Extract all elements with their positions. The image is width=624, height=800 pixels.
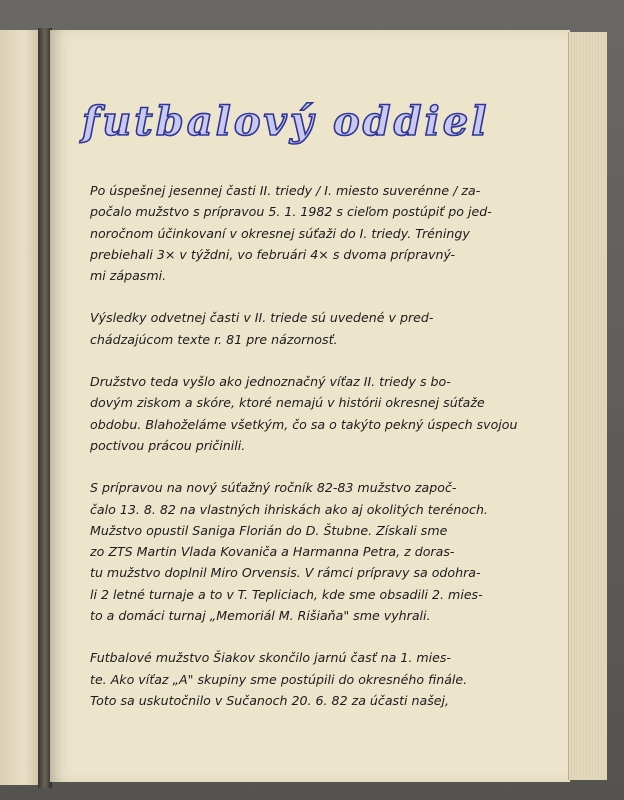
- text-line: Mužstvo opustil Saniga Florián do D. Štubne. Získali sme: [90, 522, 448, 538]
- text-line: noročnom účinkovaní v okresnej súťaži do I. triedy. Tréningy: [90, 225, 470, 241]
- text-line: čalo 13. 8. 82 na vlastných ihriskách ako aj okolitých terénoch.: [90, 501, 488, 517]
- paragraph: [90, 371, 530, 456]
- text-line: poctivou prácou pričinili.: [90, 437, 246, 453]
- text-line: Futbalové mužstvo Šiakov skončilo jarnú časť na 1. mies-: [90, 650, 451, 666]
- text-line: Toto sa uskutočnilo v Sučanoch 20. 6. 82 za účasti našej,: [90, 692, 450, 708]
- text-line: te. Ako víťaz „A" skupiny sme postúpili do okresného finále.: [90, 671, 468, 687]
- text-line: Družstvo teda vyšlo ako jednoznačný víťaz II. triedy s bo-: [90, 374, 451, 390]
- text-line: to a domáci turnaj „Memoriál M. Rišiaňa" sme vyhrali.: [90, 608, 431, 624]
- text-line: zo ZTS Martin Vlada Kovaniča a Harmanna Petra, z doras-: [90, 544, 455, 560]
- text-line: mi zápasmi.: [90, 268, 167, 284]
- paragraph: [90, 180, 530, 286]
- body-text: [90, 180, 530, 711]
- text-line: li 2 letné turnaje a to v T. Tepliciach, kde sme obsadili 2. mies-: [90, 586, 483, 602]
- text-line: chádzajúcom texte r. 81 pre názornosť.: [90, 331, 338, 347]
- page-title: futbalový oddiel: [82, 98, 490, 145]
- paragraph: [90, 647, 530, 711]
- text-line: obdobu. Blahoželáme všetkým, čo sa o takýto pekný úspech svojou: [90, 416, 518, 432]
- text-line: Výsledky odvetnej časti v II. triede sú uvedené v pred-: [90, 310, 434, 326]
- text-line: Po úspešnej jesennej časti II. triedy / I. miesto suverénne / za-: [90, 183, 481, 198]
- left-page-edge: [0, 30, 41, 785]
- text-line: prebiehali 3× v týždni, vo februári 4× s dvoma prípravný-: [90, 246, 456, 262]
- text-line: tu mužstvo doplnil Miro Orvensis. V rámci prípravy sa odohra-: [90, 565, 481, 581]
- text-line: S prípravou na nový súťažný ročník 82-83 mužstvo započ-: [90, 480, 457, 496]
- text-line: počalo mužstvo s prípravou 5. 1. 1982 s cieľom postúpiť po jed-: [90, 204, 492, 220]
- paragraph: [90, 477, 530, 626]
- text-line: dovým ziskom a skóre, ktoré nemajú v histórii okresnej súťaže: [90, 395, 485, 411]
- paragraph: [90, 307, 530, 350]
- page-edges-stack: [568, 32, 607, 780]
